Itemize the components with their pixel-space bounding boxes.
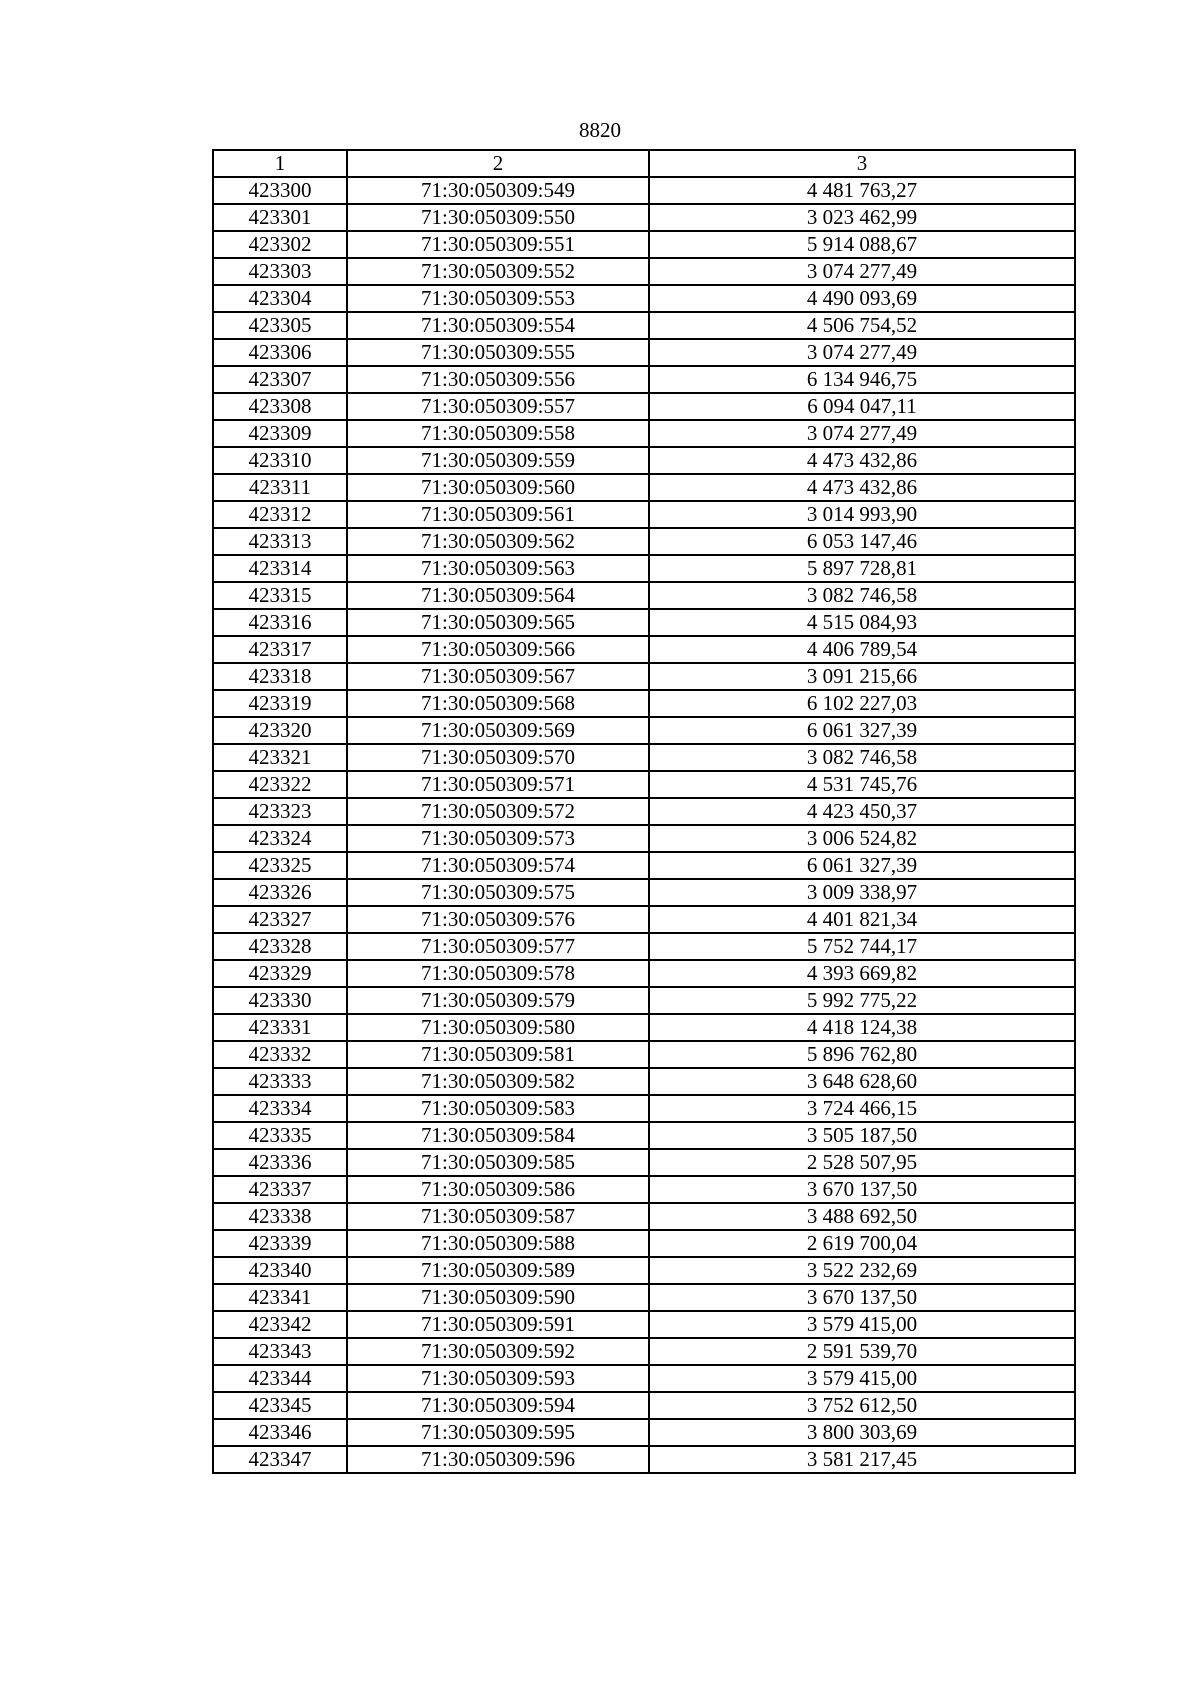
cadastral-number-cell: 71:30:050309:577 (347, 933, 649, 960)
value-cell: 3 082 746,58 (649, 744, 1075, 771)
row-number-cell: 423325 (213, 852, 347, 879)
row-number-cell: 423333 (213, 1068, 347, 1095)
value-cell: 2 528 507,95 (649, 1149, 1075, 1176)
table-row (213, 339, 1075, 366)
value-cell: 4 393 669,82 (649, 960, 1075, 987)
row-number-cell: 423303 (213, 258, 347, 285)
table-row (213, 1338, 1075, 1365)
column-header: 3 (649, 150, 1075, 177)
row-number-cell: 423332 (213, 1041, 347, 1068)
row-number-cell: 423312 (213, 501, 347, 528)
value-cell: 6 061 327,39 (649, 717, 1075, 744)
table-row (213, 555, 1075, 582)
value-cell: 4 531 745,76 (649, 771, 1075, 798)
cadastral-number-cell: 71:30:050309:573 (347, 825, 649, 852)
row-number-cell: 423328 (213, 933, 347, 960)
table-row (213, 717, 1075, 744)
table-row (213, 258, 1075, 285)
row-number-cell: 423335 (213, 1122, 347, 1149)
row-number-cell: 423310 (213, 447, 347, 474)
value-cell: 4 515 084,93 (649, 609, 1075, 636)
cadastral-number-cell: 71:30:050309:574 (347, 852, 649, 879)
table-row (213, 393, 1075, 420)
value-cell: 4 423 450,37 (649, 798, 1075, 825)
value-cell: 6 094 047,11 (649, 393, 1075, 420)
table-row (213, 1257, 1075, 1284)
data-table (212, 149, 1076, 1474)
value-cell: 5 992 775,22 (649, 987, 1075, 1014)
row-number-cell: 423323 (213, 798, 347, 825)
cadastral-number-cell: 71:30:050309:570 (347, 744, 649, 771)
page-number: 8820 (579, 118, 621, 142)
table-row (213, 1122, 1075, 1149)
cadastral-number-cell: 71:30:050309:557 (347, 393, 649, 420)
row-number-cell: 423305 (213, 312, 347, 339)
row-number-cell: 423346 (213, 1419, 347, 1446)
table-row (213, 798, 1075, 825)
value-cell: 4 481 763,27 (649, 177, 1075, 204)
value-cell: 3 074 277,49 (649, 339, 1075, 366)
row-number-cell: 423338 (213, 1203, 347, 1230)
row-number-cell: 423334 (213, 1095, 347, 1122)
column-header: 1 (213, 150, 347, 177)
table-row (213, 1284, 1075, 1311)
cadastral-number-cell: 71:30:050309:593 (347, 1365, 649, 1392)
table-row (213, 1230, 1075, 1257)
row-number-cell: 423340 (213, 1257, 347, 1284)
table-row (213, 663, 1075, 690)
cadastral-number-cell: 71:30:050309:580 (347, 1014, 649, 1041)
table-row (213, 771, 1075, 798)
table-row (213, 1365, 1075, 1392)
value-cell: 5 752 744,17 (649, 933, 1075, 960)
row-number-cell: 423318 (213, 663, 347, 690)
table-row (213, 528, 1075, 555)
value-cell: 3 581 217,45 (649, 1446, 1075, 1473)
table-row (213, 501, 1075, 528)
row-number-cell: 423336 (213, 1149, 347, 1176)
value-cell: 5 897 728,81 (649, 555, 1075, 582)
value-cell: 5 896 762,80 (649, 1041, 1075, 1068)
cadastral-number-cell: 71:30:050309:563 (347, 555, 649, 582)
value-cell: 4 473 432,86 (649, 447, 1075, 474)
table-row (213, 933, 1075, 960)
table-row (213, 204, 1075, 231)
cadastral-number-cell: 71:30:050309:594 (347, 1392, 649, 1419)
cadastral-number-cell: 71:30:050309:550 (347, 204, 649, 231)
cadastral-number-cell: 71:30:050309:586 (347, 1176, 649, 1203)
value-cell: 3 023 462,99 (649, 204, 1075, 231)
table-row (213, 690, 1075, 717)
table-header (213, 150, 1075, 177)
cadastral-number-cell: 71:30:050309:595 (347, 1419, 649, 1446)
table-row (213, 1311, 1075, 1338)
value-cell: 4 473 432,86 (649, 474, 1075, 501)
value-cell: 4 401 821,34 (649, 906, 1075, 933)
table-row (213, 177, 1075, 204)
cadastral-number-cell: 71:30:050309:556 (347, 366, 649, 393)
cadastral-number-cell: 71:30:050309:575 (347, 879, 649, 906)
row-number-cell: 423314 (213, 555, 347, 582)
cadastral-number-cell: 71:30:050309:591 (347, 1311, 649, 1338)
table-row (213, 366, 1075, 393)
column-header: 2 (347, 150, 649, 177)
table-row (213, 906, 1075, 933)
cadastral-number-cell: 71:30:050309:578 (347, 960, 649, 987)
row-number-cell: 423308 (213, 393, 347, 420)
table-row (213, 825, 1075, 852)
table-row (213, 285, 1075, 312)
row-number-cell: 423304 (213, 285, 347, 312)
cadastral-number-cell: 71:30:050309:582 (347, 1068, 649, 1095)
table-row (213, 1176, 1075, 1203)
row-number-cell: 423345 (213, 1392, 347, 1419)
cadastral-number-cell: 71:30:050309:592 (347, 1338, 649, 1365)
value-cell: 6 102 227,03 (649, 690, 1075, 717)
row-number-cell: 423330 (213, 987, 347, 1014)
row-number-cell: 423344 (213, 1365, 347, 1392)
value-cell: 3 579 415,00 (649, 1311, 1075, 1338)
table-row (213, 582, 1075, 609)
table-row (213, 636, 1075, 663)
table-row (213, 1203, 1075, 1230)
value-cell: 3 724 466,15 (649, 1095, 1075, 1122)
value-cell: 4 490 093,69 (649, 285, 1075, 312)
cadastral-number-cell: 71:30:050309:596 (347, 1446, 649, 1473)
row-number-cell: 423327 (213, 906, 347, 933)
row-number-cell: 423341 (213, 1284, 347, 1311)
row-number-cell: 423301 (213, 204, 347, 231)
row-number-cell: 423319 (213, 690, 347, 717)
table-row (213, 420, 1075, 447)
value-cell: 3 009 338,97 (649, 879, 1075, 906)
value-cell: 3 670 137,50 (649, 1176, 1075, 1203)
cadastral-number-cell: 71:30:050309:581 (347, 1041, 649, 1068)
table-row (213, 1392, 1075, 1419)
row-number-cell: 423300 (213, 177, 347, 204)
row-number-cell: 423343 (213, 1338, 347, 1365)
value-cell: 6 134 946,75 (649, 366, 1075, 393)
table-body (213, 177, 1075, 1473)
cadastral-number-cell: 71:30:050309:589 (347, 1257, 649, 1284)
table-row (213, 960, 1075, 987)
table-row (213, 1014, 1075, 1041)
table-row (213, 744, 1075, 771)
cadastral-number-cell: 71:30:050309:583 (347, 1095, 649, 1122)
table-row (213, 1068, 1075, 1095)
cadastral-number-cell: 71:30:050309:590 (347, 1284, 649, 1311)
table-row (213, 474, 1075, 501)
cadastral-number-cell: 71:30:050309:558 (347, 420, 649, 447)
cadastral-number-cell: 71:30:050309:565 (347, 609, 649, 636)
value-cell: 3 579 415,00 (649, 1365, 1075, 1392)
value-cell: 6 053 147,46 (649, 528, 1075, 555)
cadastral-number-cell: 71:30:050309:587 (347, 1203, 649, 1230)
value-cell: 3 505 187,50 (649, 1122, 1075, 1149)
row-number-cell: 423342 (213, 1311, 347, 1338)
row-number-cell: 423347 (213, 1446, 347, 1473)
cadastral-number-cell: 71:30:050309:566 (347, 636, 649, 663)
value-cell: 3 074 277,49 (649, 420, 1075, 447)
value-cell: 3 522 232,69 (649, 1257, 1075, 1284)
value-cell: 3 074 277,49 (649, 258, 1075, 285)
value-cell: 4 406 789,54 (649, 636, 1075, 663)
row-number-cell: 423339 (213, 1230, 347, 1257)
row-number-cell: 423322 (213, 771, 347, 798)
row-number-cell: 423317 (213, 636, 347, 663)
cadastral-number-cell: 71:30:050309:553 (347, 285, 649, 312)
value-cell: 3 091 215,66 (649, 663, 1075, 690)
cadastral-number-cell: 71:30:050309:560 (347, 474, 649, 501)
cadastral-number-cell: 71:30:050309:561 (347, 501, 649, 528)
table-row (213, 609, 1075, 636)
value-cell: 5 914 088,67 (649, 231, 1075, 258)
row-number-cell: 423326 (213, 879, 347, 906)
row-number-cell: 423313 (213, 528, 347, 555)
cadastral-number-cell: 71:30:050309:588 (347, 1230, 649, 1257)
row-number-cell: 423306 (213, 339, 347, 366)
row-number-cell: 423307 (213, 366, 347, 393)
value-cell: 4 418 124,38 (649, 1014, 1075, 1041)
cadastral-number-cell: 71:30:050309:554 (347, 312, 649, 339)
value-cell: 3 752 612,50 (649, 1392, 1075, 1419)
cadastral-number-cell: 71:30:050309:569 (347, 717, 649, 744)
row-number-cell: 423337 (213, 1176, 347, 1203)
row-number-cell: 423315 (213, 582, 347, 609)
cadastral-number-cell: 71:30:050309:576 (347, 906, 649, 933)
row-number-cell: 423309 (213, 420, 347, 447)
cadastral-number-cell: 71:30:050309:559 (347, 447, 649, 474)
table-row (213, 1446, 1075, 1473)
row-number-cell: 423320 (213, 717, 347, 744)
cadastral-number-cell: 71:30:050309:584 (347, 1122, 649, 1149)
table-row (213, 1419, 1075, 1446)
value-cell: 4 506 754,52 (649, 312, 1075, 339)
row-number-cell: 423331 (213, 1014, 347, 1041)
value-cell: 3 670 137,50 (649, 1284, 1075, 1311)
header-row (213, 150, 1075, 177)
cadastral-number-cell: 71:30:050309:552 (347, 258, 649, 285)
value-cell: 3 014 993,90 (649, 501, 1075, 528)
cadastral-number-cell: 71:30:050309:568 (347, 690, 649, 717)
row-number-cell: 423302 (213, 231, 347, 258)
table-row (213, 987, 1075, 1014)
value-cell: 2 619 700,04 (649, 1230, 1075, 1257)
row-number-cell: 423321 (213, 744, 347, 771)
row-number-cell: 423311 (213, 474, 347, 501)
value-cell: 3 800 303,69 (649, 1419, 1075, 1446)
cadastral-number-cell: 71:30:050309:549 (347, 177, 649, 204)
cadastral-number-cell: 71:30:050309:579 (347, 987, 649, 1014)
value-cell: 3 488 692,50 (649, 1203, 1075, 1230)
table-row (213, 1149, 1075, 1176)
row-number-cell: 423316 (213, 609, 347, 636)
value-cell: 2 591 539,70 (649, 1338, 1075, 1365)
cadastral-number-cell: 71:30:050309:572 (347, 798, 649, 825)
table-row (213, 447, 1075, 474)
table-row (213, 1041, 1075, 1068)
cadastral-number-cell: 71:30:050309:571 (347, 771, 649, 798)
table-row (213, 312, 1075, 339)
cadastral-number-cell: 71:30:050309:551 (347, 231, 649, 258)
cadastral-number-cell: 71:30:050309:585 (347, 1149, 649, 1176)
table-row (213, 879, 1075, 906)
row-number-cell: 423324 (213, 825, 347, 852)
cadastral-number-cell: 71:30:050309:567 (347, 663, 649, 690)
table-row (213, 231, 1075, 258)
cadastral-number-cell: 71:30:050309:555 (347, 339, 649, 366)
cadastral-number-cell: 71:30:050309:564 (347, 582, 649, 609)
table-row (213, 1095, 1075, 1122)
cadastral-number-cell: 71:30:050309:562 (347, 528, 649, 555)
value-cell: 3 648 628,60 (649, 1068, 1075, 1095)
value-cell: 3 006 524,82 (649, 825, 1075, 852)
table-row (213, 852, 1075, 879)
row-number-cell: 423329 (213, 960, 347, 987)
value-cell: 3 082 746,58 (649, 582, 1075, 609)
value-cell: 6 061 327,39 (649, 852, 1075, 879)
